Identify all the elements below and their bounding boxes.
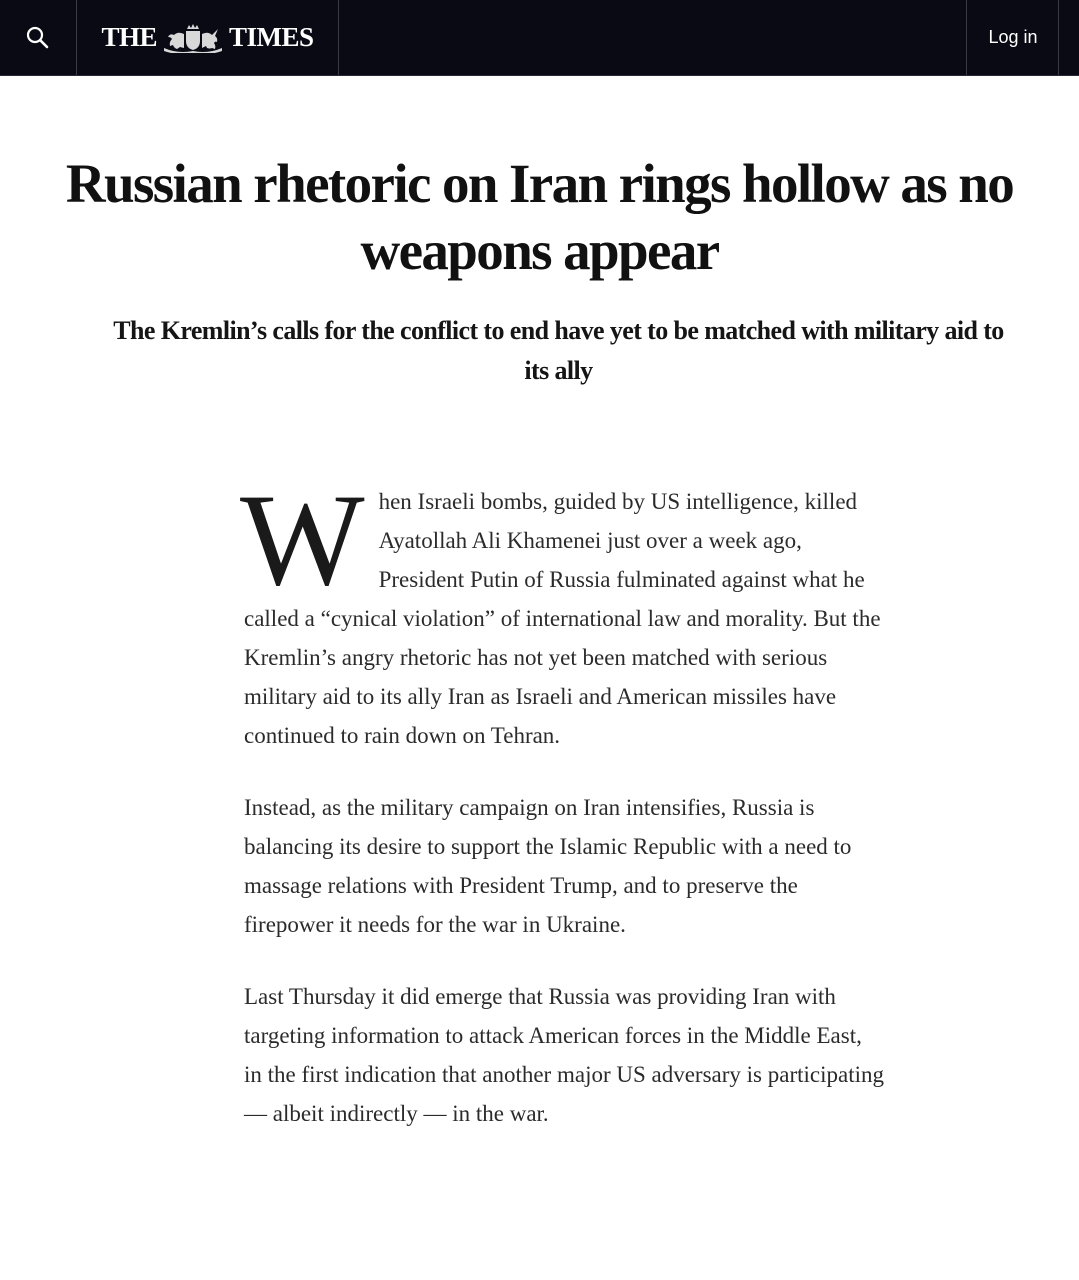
- article-body: [240, 466, 884, 1166]
- article-headline: Russian rhetoric on Iran rings hollow as no weapons appear: [65, 153, 1014, 281]
- article-paragraph: Instead, as the military campaign on Iran intensifies, Russia is balancing its desire to support the Islamic Republic with a need to massage relations with President Trump, and to preserve the firepower it needs for the war in Ukraine.: [244, 795, 852, 937]
- site-logo[interactable]: [77, 0, 338, 75]
- article-standfirst: The Kremlin’s calls for the conflict to end have yet to be matched with military aid to its ally: [113, 316, 1004, 385]
- logo-text-left: THE: [101, 22, 157, 52]
- drop-cap: W: [240, 466, 365, 613]
- login-button[interactable]: Log in: [988, 27, 1038, 47]
- top-navigation-bar: [0, 0, 1079, 76]
- royal-crest-icon: [158, 23, 228, 53]
- article-paragraph: [240, 466, 884, 755]
- search-icon: [25, 25, 51, 51]
- header-divider: [338, 0, 339, 75]
- article-paragraph: Last Thursday it did emerge that Russia was providing Iran with targeting information to attack American forces in the Middle East, in the first indication that another major US adversary is participating — albeit indirectly — in the war.: [244, 984, 884, 1126]
- header-divider: [1058, 0, 1059, 75]
- paragraph-text: hen Israeli bombs, guided by US intelligence, killed Ayatollah Ali Khamenei just over a week ago, President Putin of Russia fulminated against what he called a “cynical violation” of international law and morality. But the Kremlin’s angry rhetoric has not yet been matched with serious military aid to its ally Iran as Israeli and American missiles have continued to rain down on Tehran.: [244, 489, 881, 748]
- search-button[interactable]: [0, 0, 76, 75]
- logo-text-right: TIMES: [229, 22, 314, 52]
